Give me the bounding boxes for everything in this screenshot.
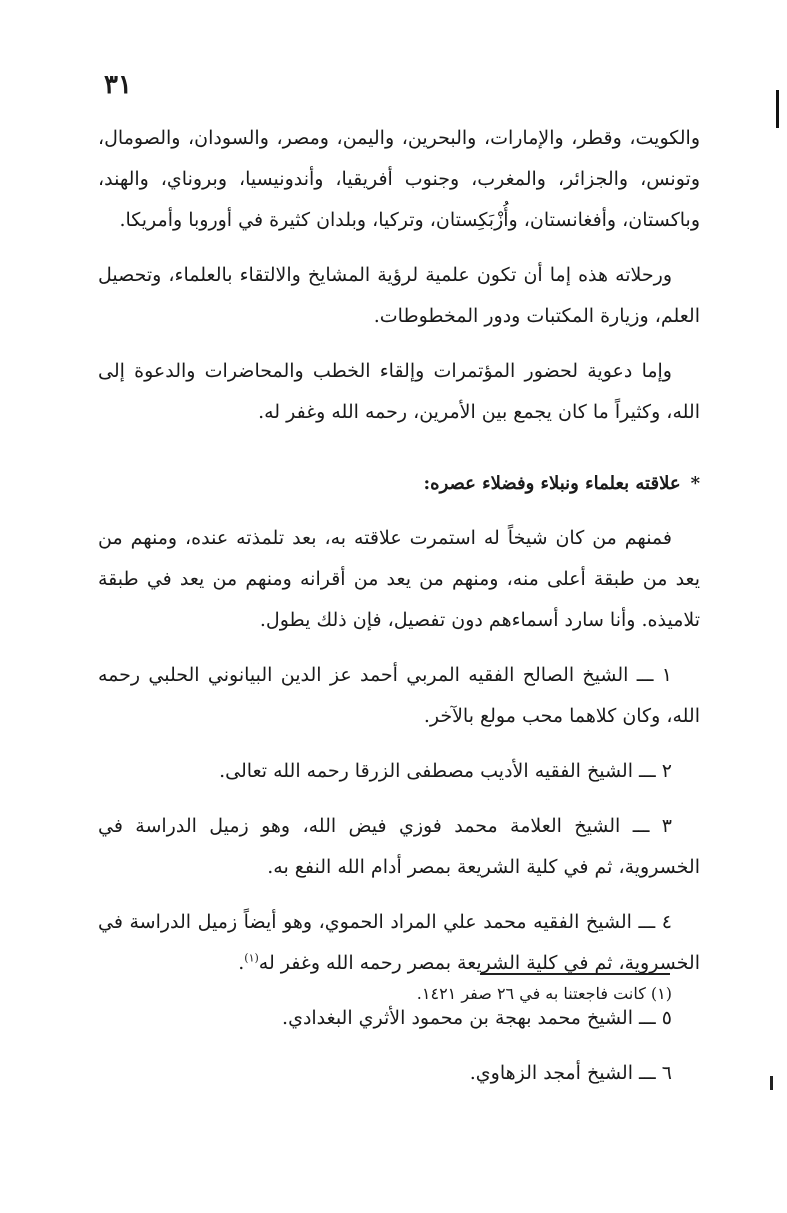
footnote-separator — [480, 973, 670, 975]
list-dash: ـــ — [639, 1007, 656, 1029]
list-number: ٢ — [661, 760, 672, 782]
list-dash: ـــ — [636, 664, 654, 686]
paragraph-dawah-travels: وإما دعوية لحضور المؤتمرات وإلقاء الخطب والمحاضرات والدعوة إلى الله، وكثيراً ما كان يجمع بين الأمرين، رحمه الله وغفر له. — [98, 360, 700, 423]
list-number: ٣ — [661, 815, 672, 837]
list-dash: ـــ — [638, 911, 656, 933]
star-marker: * — [690, 473, 700, 494]
list-dash: ـــ — [632, 815, 650, 837]
list-text: الشيخ محمد بهجة بن محمود الأثري البغدادي. — [282, 1007, 633, 1029]
list-text: الشيخ الفقيه الأديب مصطفى الزرقا رحمه الله تعالى. — [219, 760, 633, 782]
list-text: الشيخ العلامة محمد فوزي فيض الله، وهو زميل الدراسة في الخسروية، ثم في كلية الشريعة بمصر أدام الله النفع به. — [98, 815, 700, 878]
scholar-list-item — [98, 655, 700, 737]
section-heading — [98, 463, 700, 504]
footnote: (١) كانت فاجعتنا به في ٢٦ صفر ١٤٢١. — [416, 984, 672, 1003]
page-number: ٣١ — [104, 70, 132, 100]
list-dash: ـــ — [639, 760, 656, 782]
scholar-list-item — [98, 998, 700, 1039]
list-number: ٦ — [661, 1062, 672, 1084]
scholar-list-item — [98, 751, 700, 792]
list-number: ٥ — [661, 1007, 672, 1029]
paragraph-countries: والكويت، وقطر، والإمارات، والبحرين، واليمن، ومصر، والسودان، والصومال، وتونس، والجزائر، والمغرب، وجنوب أفريقيا، وأندونيسيا، وبروناي، والهند، وباكستان، وأفغانستان، وأُزْبَكِستان، وتركيا، وبلدان كثيرة في أوروبا وأمريكا. — [98, 127, 700, 231]
list-number: ٤ — [661, 911, 672, 933]
scholar-list-item — [98, 1053, 700, 1094]
list-text: الشيخ الفقيه محمد علي المراد الحموي، وهو أيضاً زميل الدراسة في الخسروية، ثم في كلية الشريعة بمصر رحمه الله وغفر له — [98, 911, 700, 974]
section-intro: فمنهم من كان شيخاً له استمرت علاقته به، بعد تلمذته عنده، ومنهم من يعد من طبقة أعلى منه، ومنهم من يعد من أقرانه ومنهم من يعد في طبقة تلاميذه. وأنا سارد أسماءهم دون تفصيل، فإن ذلك يطول. — [98, 527, 700, 631]
list-text: الشيخ الصالح الفقيه المربي أحمد عز الدين البيانوني الحلبي رحمه الله، وكان كلاهما محب مولع بالآخر. — [98, 664, 700, 727]
list-number: ١ — [661, 664, 672, 686]
page-body — [98, 118, 700, 1094]
list-text: الشيخ أمجد الزهاوي. — [469, 1062, 633, 1084]
scholar-list-item — [98, 902, 700, 984]
list-period: . — [238, 952, 245, 974]
footnote-reference[interactable]: (١) — [244, 951, 259, 965]
section-heading-text: علاقته بعلماء ونبلاء وفضلاء عصره: — [423, 473, 681, 494]
list-dash: ـــ — [639, 1062, 656, 1084]
paragraph-scientific-travels: ورحلاته هذه إما أن تكون علمية لرؤية المشايخ والالتقاء بالعلماء، وتحصيل العلم، وزيارة المكتبات ودور المخطوطات. — [98, 264, 700, 327]
scan-edge-mark — [776, 90, 779, 128]
scholar-list-item — [98, 806, 700, 888]
scan-edge-mark-bottom — [770, 1076, 773, 1090]
